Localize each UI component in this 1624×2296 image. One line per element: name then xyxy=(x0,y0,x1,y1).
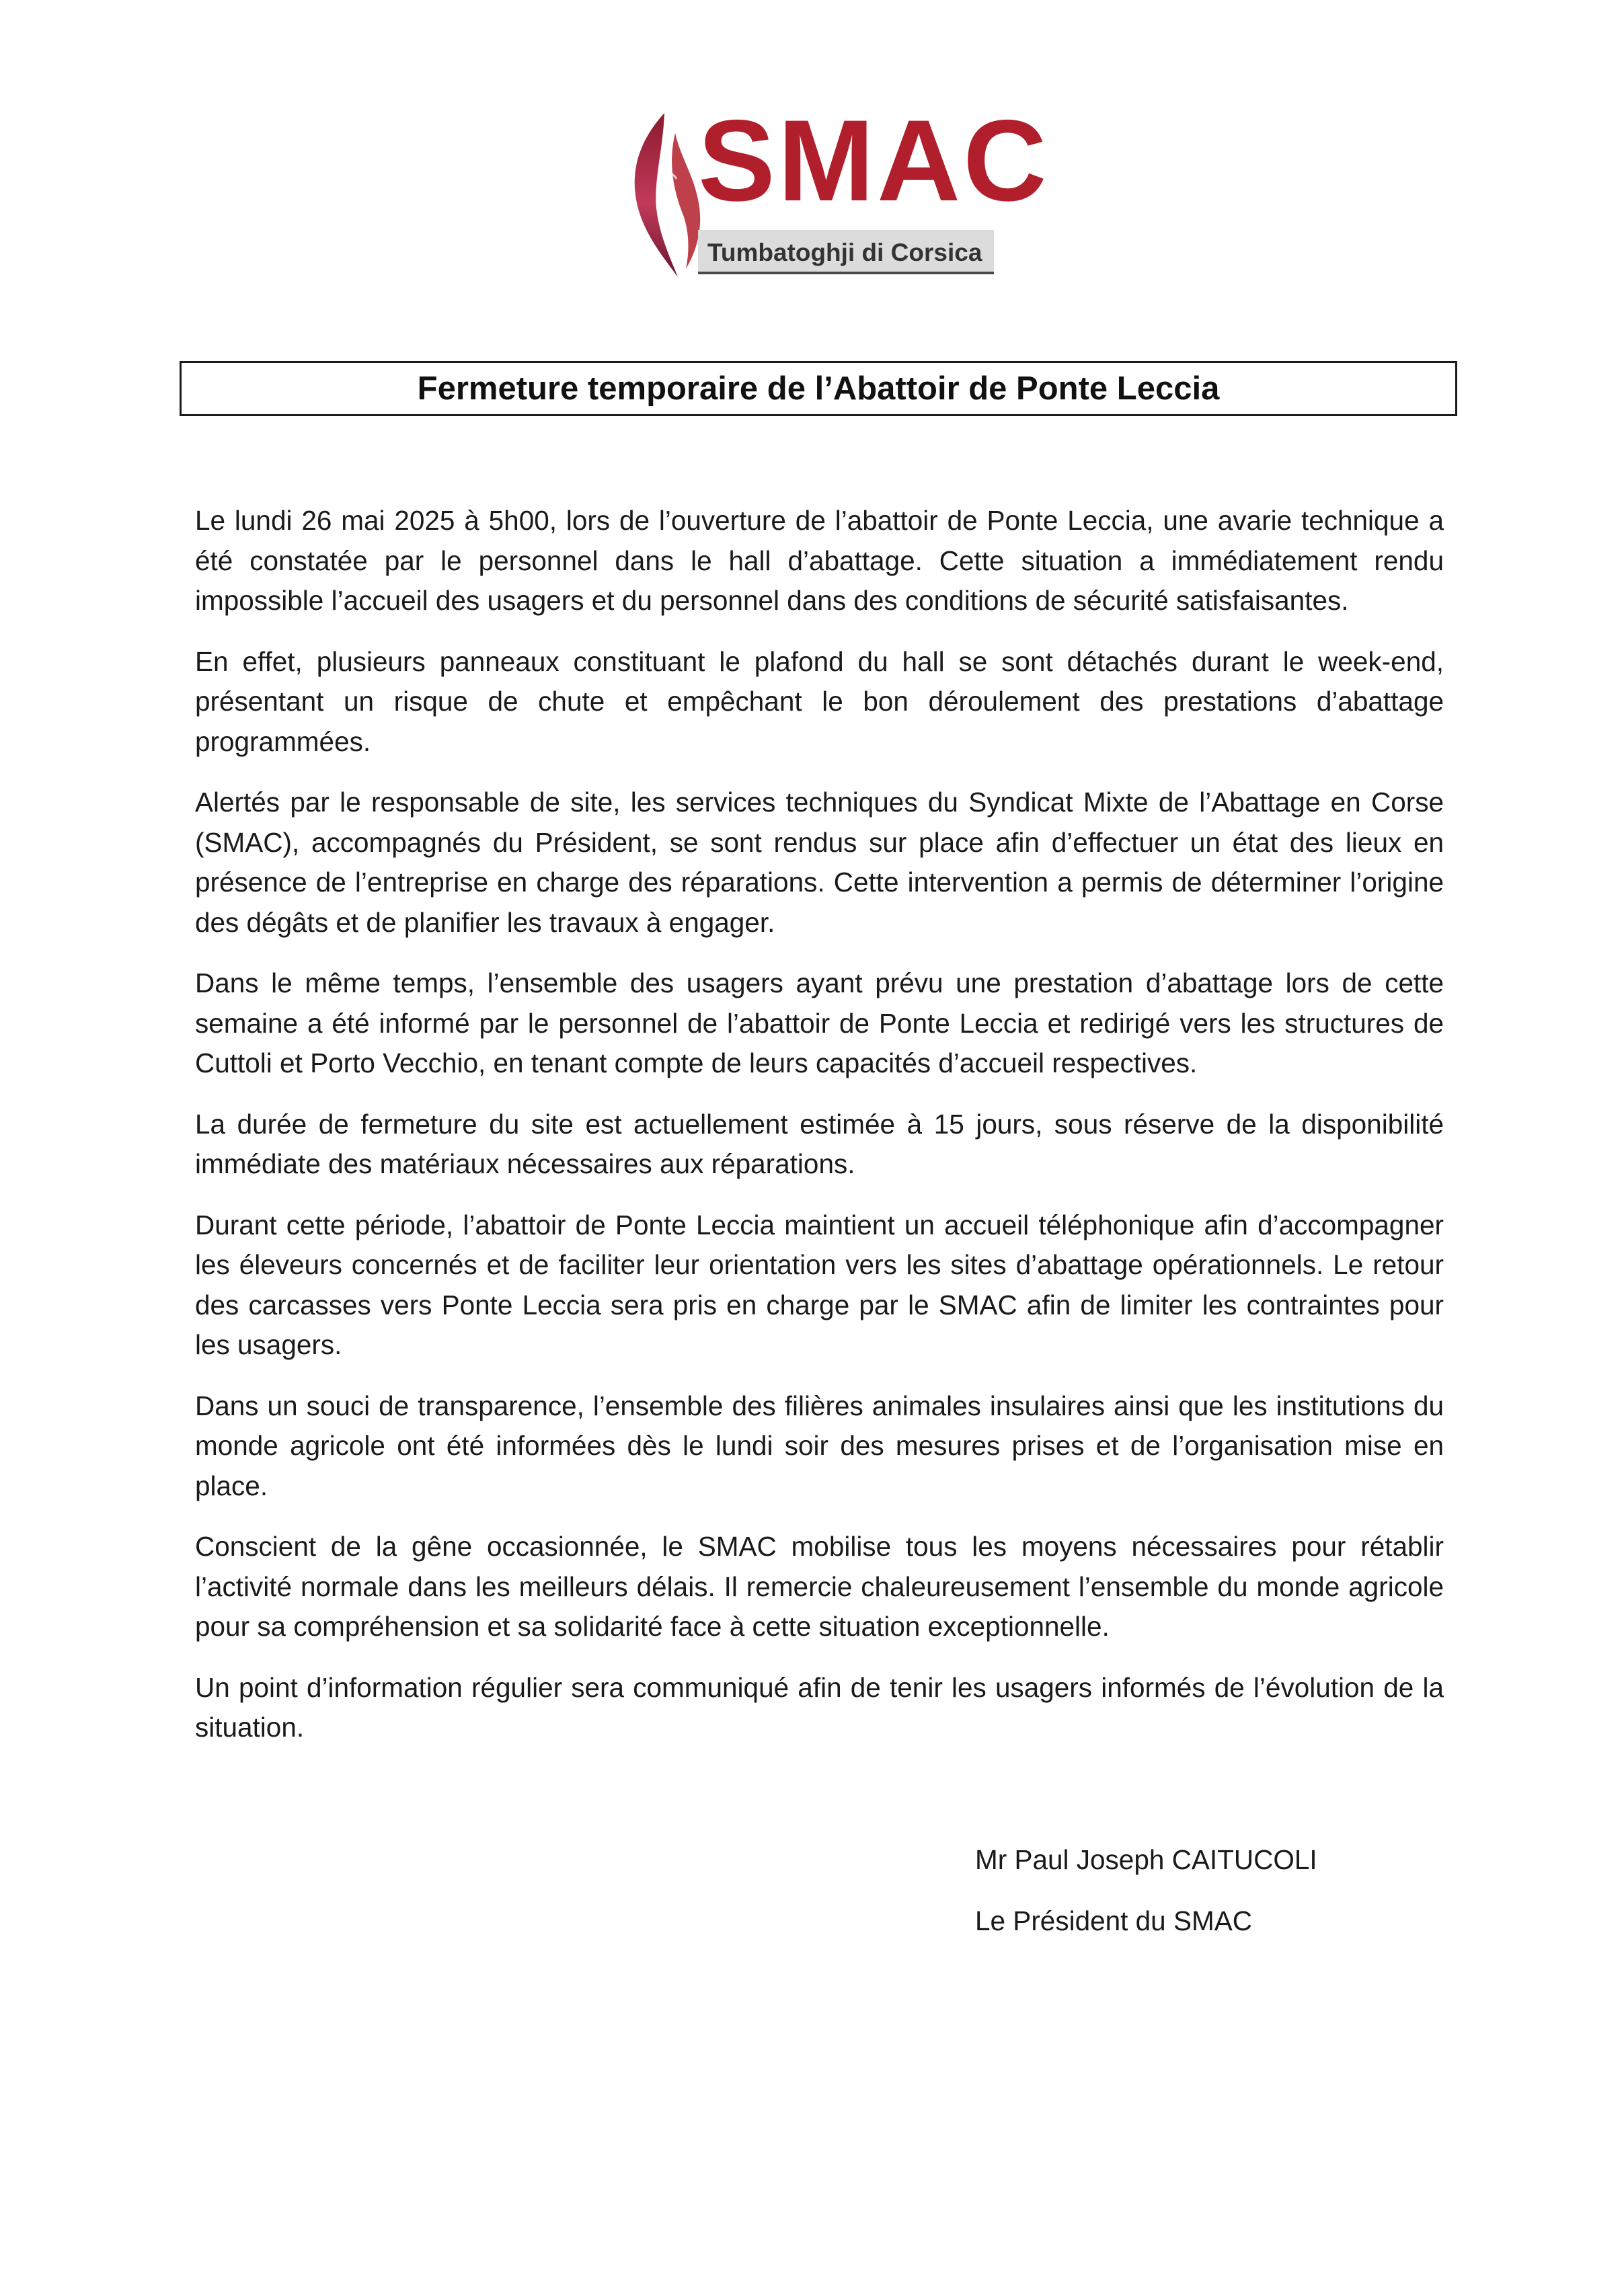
paragraph: La durée de fermeture du site est actuellement estimée à 15 jours, sous réserve de la disponibilité immédiate des matériaux nécessaires aux réparations. xyxy=(195,1108,1444,1179)
paragraph: En effet, plusieurs panneaux constituant le plafond du hall se sont détachés durant le week-end, présentant un risque de chute et empêchant le bon déroulement des prestations d’abattage programmées. xyxy=(195,645,1444,757)
paragraph: Durant cette période, l’abattoir de Ponte Leccia maintient un accueil téléphonique afin d’accompagner les éleveurs concernés et de faciliter leur orientation vers les sites d’abattage opérationnels. Le retour des carcasses vers Ponte Leccia sera pris en charge par le SMAC afin de limiter les contraintes pour les usagers. xyxy=(195,1209,1444,1360)
logo-wordmark: SMAC xyxy=(698,96,1050,225)
signature-block xyxy=(975,1840,1446,1962)
flame-emblem-icon xyxy=(635,113,678,277)
page-title: Fermeture temporaire de l’Abattoir de Ponte Leccia xyxy=(417,370,1220,407)
paragraph: Dans le même temps, l’ensemble des usagers ayant prévu une prestation d’abattage lors de cette semaine a été informé par le personnel de l’abattoir de Ponte Leccia et redirigé vers les structures de Cuttoli et Porto Vecchio, en tenant compte de leurs capacités d’accueil respectives. xyxy=(195,967,1444,1078)
flame-emblem-inner-icon xyxy=(672,133,700,269)
paragraph: Le lundi 26 mai 2025 à 5h00, lors de l’ouverture de l’abattoir de Ponte Leccia, une avarie technique a été constatée par le personnel dans le hall d’abattage. Cette situation a immédiatement rendu impossible l’accueil des usagers et du personnel dans des conditions de sécurité satisfaisantes. xyxy=(195,505,1444,616)
signatory-name: Mr Paul Joseph CAITUCOLI xyxy=(975,1844,1317,1875)
paragraph: Un point d’information régulier sera communiqué afin de tenir les usagers informés de l’évolution de la situation. xyxy=(195,1671,1444,1743)
paragraph: Dans un souci de transparence, l’ensemble des filières animales insulaires ainsi que les institutions du monde agricole ont été informées dès le lundi soir des mesures prises et de l’organisation mise en place. xyxy=(195,1390,1444,1501)
paragraph: Conscient de la gêne occasionnée, le SMAC mobilise tous les moyens nécessaires pour rétablir l’activité normale dans les meilleurs délais. Il remercie chaleureusement l’ensemble du monde agricole pour sa compréhension et sa solidarité face à cette situation exceptionnelle. xyxy=(195,1531,1444,1642)
paragraph: Alertés par le responsable de site, les services techniques du Syndicat Mixte de l’Abattage en Corse (SMAC), accompagnés du Président, se sont rendus sur place afin d’effectuer un état des lieux en présence de l’entreprise en charge des réparations. Cette intervention a permis de déterminer l’origine des dégâts et de planifier les travaux à engager. xyxy=(195,787,1444,938)
signatory-role: Le Président du SMAC xyxy=(975,1905,1252,1936)
logo-tagline: Tumbatoghji di Corsica xyxy=(707,239,982,266)
letter-body xyxy=(195,501,1444,1769)
smac-logo xyxy=(625,96,1050,289)
title-box xyxy=(180,361,1457,416)
